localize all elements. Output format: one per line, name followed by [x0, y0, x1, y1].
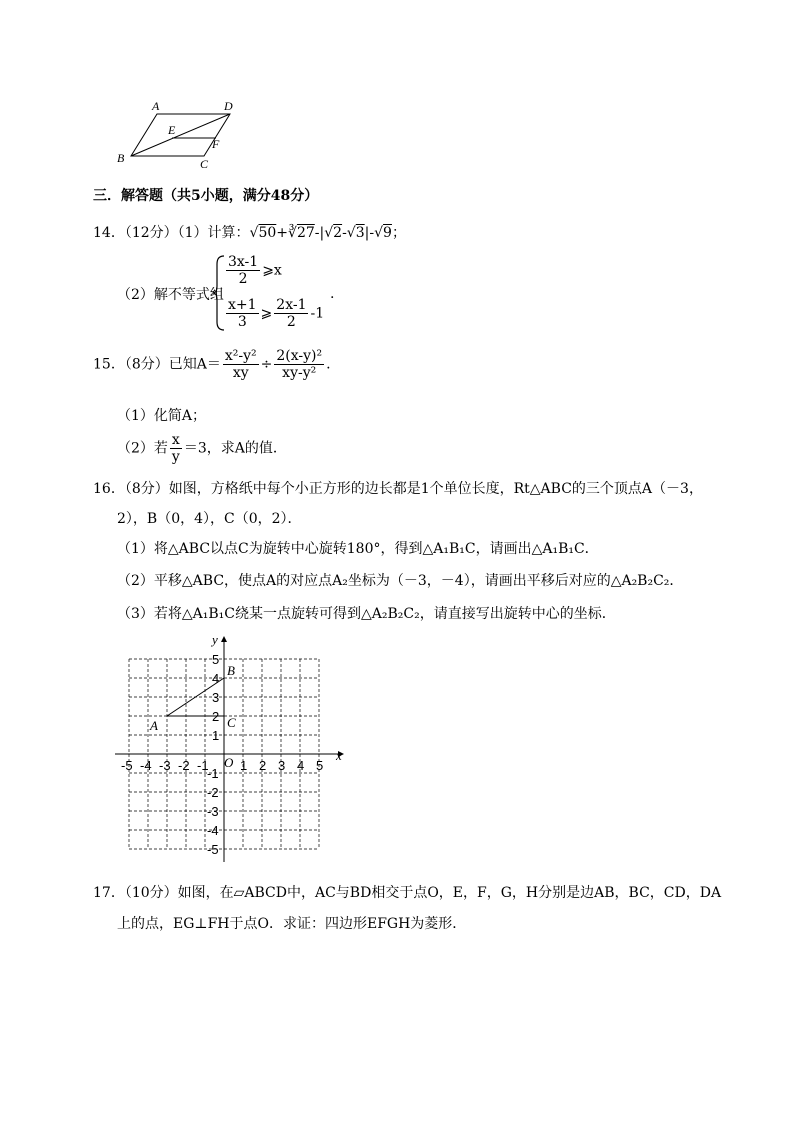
y-tick-label: 3 [212, 690, 220, 705]
q14-number: 14．（12分）（1）计算： [93, 225, 250, 241]
label-F: F [212, 137, 220, 151]
y-axis-arrow [221, 636, 227, 642]
point-B-label: B [227, 663, 235, 678]
x-tick-label: 3 [278, 758, 286, 773]
x-tick-label: 2 [259, 758, 267, 773]
y-tick-label: -1 [207, 766, 219, 781]
x-tick-label: 4 [297, 758, 305, 773]
y-tick-label: -4 [207, 823, 219, 838]
q15-part1: （1）化简A； [117, 408, 207, 424]
y-tick-label: -2 [207, 785, 219, 800]
y-axis-label: y [212, 632, 218, 647]
q14-expression: √50+∛27-|√2-√3|-√9 [249, 225, 392, 241]
point-C-label: C [227, 715, 236, 730]
label-E: E [168, 123, 176, 137]
y-tick-label: 4 [212, 671, 220, 686]
y-tick-label: 2 [212, 709, 220, 724]
y-tick-label: -5 [207, 842, 219, 857]
q16-line2: 2），B（0，4），C（0，2）． [117, 511, 302, 527]
inequality-1: $\frac{3x-1}{2}$ ⩾x [228, 254, 282, 287]
q15-part2: （2）若 $\frac{x}{y}$ ＝3，求A的值． [117, 432, 287, 465]
label-C: C [200, 157, 209, 168]
x-tick-label: -3 [159, 758, 171, 773]
y-tick-label: 1 [212, 728, 220, 743]
q16-part2: （2）平移△ABC，使点A的对应点A₂坐标为（－3，－4），请画出平移后对应的△A₂B₂C₂． [117, 573, 684, 589]
x-tick-label: 1 [240, 758, 248, 773]
q16-part1: （1）将△ABC以点C为旋转中心旋转180°，得到△A₁B₁C，请画出△A₁B₁C． [117, 541, 599, 557]
q14-line1: 14．（12分）（1）计算：√50+∛27-|√2-√3|-√9； [93, 225, 406, 241]
origin-label: O [224, 755, 234, 770]
q16-part3: （3）若将△A₁B₁C绕某一点旋转可得到△A₂B₂C₂，请直接写出旋转中心的坐标． [117, 606, 616, 622]
x-axis-label: x [336, 748, 342, 763]
coordinate-grid [110, 630, 350, 865]
x-tick-label: -5 [121, 758, 133, 773]
label-D: D [224, 99, 233, 113]
x-tick-label: -4 [140, 758, 152, 773]
q14-part2-label: （2）解不等式组 [117, 287, 224, 303]
q14-period: . [330, 286, 335, 302]
label-B: B [117, 151, 125, 165]
x-tick-label: -1 [197, 758, 209, 773]
y-tick-label: -3 [207, 804, 219, 819]
point-A-label: A [150, 718, 158, 733]
ineq1-fraction: $\frac{3x-1}{2}$ [228, 254, 259, 287]
parallelogram-figure [112, 98, 242, 168]
section-heading: 三．解答题（共5小题，满分48分） [93, 188, 319, 204]
inequality-2: $\frac{x+1}{3}$ ⩾ $\frac{2x-1}{2}$ -1 [228, 297, 325, 330]
q17-line2: 上的点，EG⊥FH于点O．求证：四边形EFGH为菱形． [117, 916, 467, 932]
q16-line1: 16．（8分）如图，方格纸中每个小正方形的边长都是1个单位长度，Rt△ABC的三个顶点A（－3， [93, 481, 703, 497]
label-A: A [152, 99, 160, 113]
x-tick-label: 5 [316, 758, 324, 773]
x-tick-label: -2 [178, 758, 190, 773]
q17-line1: 17．（10分）如图，在▱ABCD中，AC与BD相交于点O，E，F，G，H分别是边AB，BC，CD，DA [93, 885, 722, 901]
y-tick-label: 5 [212, 652, 220, 667]
q15-line: 15．（8分）已知A＝ $\frac{\text{x²-y²}}{xy}$ ÷ $\frac{\text{2(x-y)²}}{\text{xy-y²}}$ . [93, 348, 331, 381]
